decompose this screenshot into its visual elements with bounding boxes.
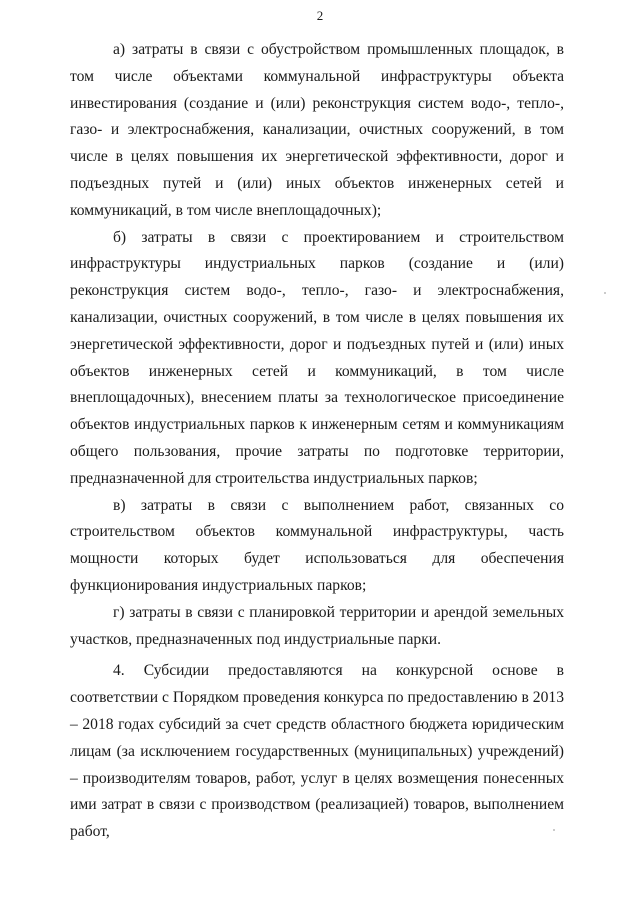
document-body [70, 37, 564, 846]
paragraph-g: г) затраты в связи с планировкой территории и арендой земельных участков, предназначенных под индустриальные парки. [70, 603, 564, 648]
paragraph-v: в) затраты в связи с выполнением работ, связанных со строительством объектов коммунальной инфраструктуры, часть мощности которых будет использоваться для обеспечения функционирования индустриальных парков; [70, 496, 564, 594]
paragraph-4: 4. Субсидии предоставляются на конкурсной основе в соответствии с Порядком проведения конкурса по предоставлению в 2013 – 2018 годах субсидий за счет средств областного бюджета юридическим лицам (за исключением государственных (муниципальных) учреждений) – производителям товаров, работ, услуг в целях возмещения понесенных ими затрат в связи с производством (реализацией) товаров, выполнением работ, [70, 662, 564, 841]
page-number: 2 [316, 8, 324, 23]
scan-speck [604, 292, 606, 294]
paragraph-b: б) затраты в связи с проектированием и строительством инфраструктуры индустриальных парков (создание и (или) реконструкция систем водо-, тепло-, газо- и электроснабжения, канализации, очистных сооружений, в том числе в целях повышения их энергетической эффективности, дорог и подъездных путей и (или) иных объектов инженерных сетей и коммуникаций, в том числе внеплощадочных), внесением платы за технологическое присоединение объектов индустриальных парков к инженерным сетям и коммуникациям общего пользования, прочие затраты по подготовке территории, предназначенной для строительства индустриальных парков; [70, 228, 564, 487]
paragraph-a: а) затраты в связи с обустройством промышленных площадок, в том числе объектами коммунальной инфраструктуры объекта инвестирования (создание и (или) реконструкция систем водо-, тепло-, газо- и электроснабжения, канализации, очистных сооружений, в том числе в целях повышения их энергетической эффективности, дорог и подъездных путей и (или) иных объектов инженерных сетей и коммуникаций, в том числе внеплощадочных); [70, 41, 564, 219]
scan-speck [553, 829, 555, 831]
